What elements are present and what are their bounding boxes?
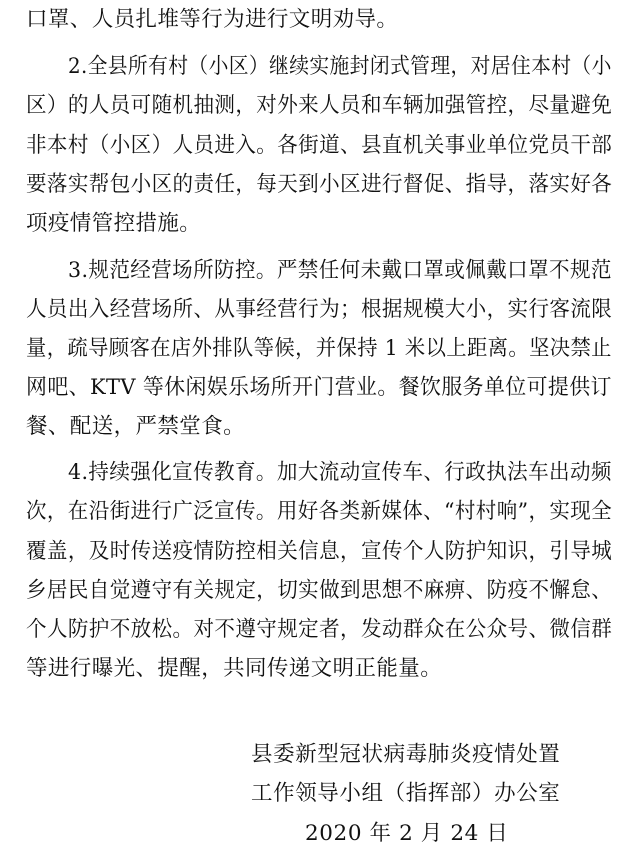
paragraph-3-line-2: 人员出入经营场所、从事经营行为；根据规模大小，实行客流限 (26, 297, 613, 322)
paragraph-3-line-1: 3.规范经营场所防控。严禁任何未戴口罩或佩戴口罩不规范 (68, 258, 612, 283)
paragraph-4-line-6: 等进行曝光、提醒，共同传递文明正能量。 (26, 656, 443, 681)
paragraph-3-line-5: 餐、配送，严禁堂食。 (26, 414, 246, 439)
paragraph-4-line-1: 4.持续强化宣传教育。加大流动宣传车、行政执法车出动频 (68, 460, 612, 485)
paragraph-4-line-5: 个人防护不放松。对不遵守规定者，发动群众在公众号、微信群 (26, 617, 613, 642)
signature-org-line-1: 县委新型冠状病毒肺炎疫情处置 (251, 742, 561, 767)
paragraph-2-line-4: 要落实帮包小区的责任，每天到小区进行督促、指导，落实好各 (26, 172, 613, 197)
signature-date: 2020 年 2 月 24 日 (305, 821, 509, 846)
paragraph-3-line-3: 量，疏导顾客在店外排队等候，并保持 1 米以上距离。坚决禁止 (26, 336, 612, 361)
paragraph-4-line-4: 乡居民自觉遵守有关规定，切实做到思想不麻痹、防疫不懈怠、 (26, 578, 613, 603)
paragraph-2-line-2: 区）的人员可随机抽测，对外来人员和车辆加强管控，尽量避免 (26, 93, 613, 118)
paragraph-2-line-3: 非本村（小区）人员进入。各街道、县直机关事业单位党员干部 (26, 133, 613, 158)
signature-org-line-2: 工作领导小组（指挥部）办公室 (251, 781, 561, 806)
paragraph-2-line-5: 项疫情管控措施。 (26, 211, 202, 236)
paragraph-2-line-1: 2.全县所有村（小区）继续实施封闭式管理，对居住本村（小 (68, 54, 612, 79)
paragraph-4-line-2: 次，在沿街进行广泛宣传。用好各类新媒体、“村村响”，实现全 (26, 499, 613, 524)
paragraph-3-line-4: 网吧、KTV 等休闲娱乐场所开门营业。餐饮服务单位可提供订 (26, 375, 612, 400)
paragraph-4-line-3: 覆盖，及时传送疫情防控相关信息，宣传个人防护知识，引导城 (26, 539, 613, 564)
text-line-1: 口罩、人员扎堆等行为进行文明劝导。 (26, 7, 399, 32)
